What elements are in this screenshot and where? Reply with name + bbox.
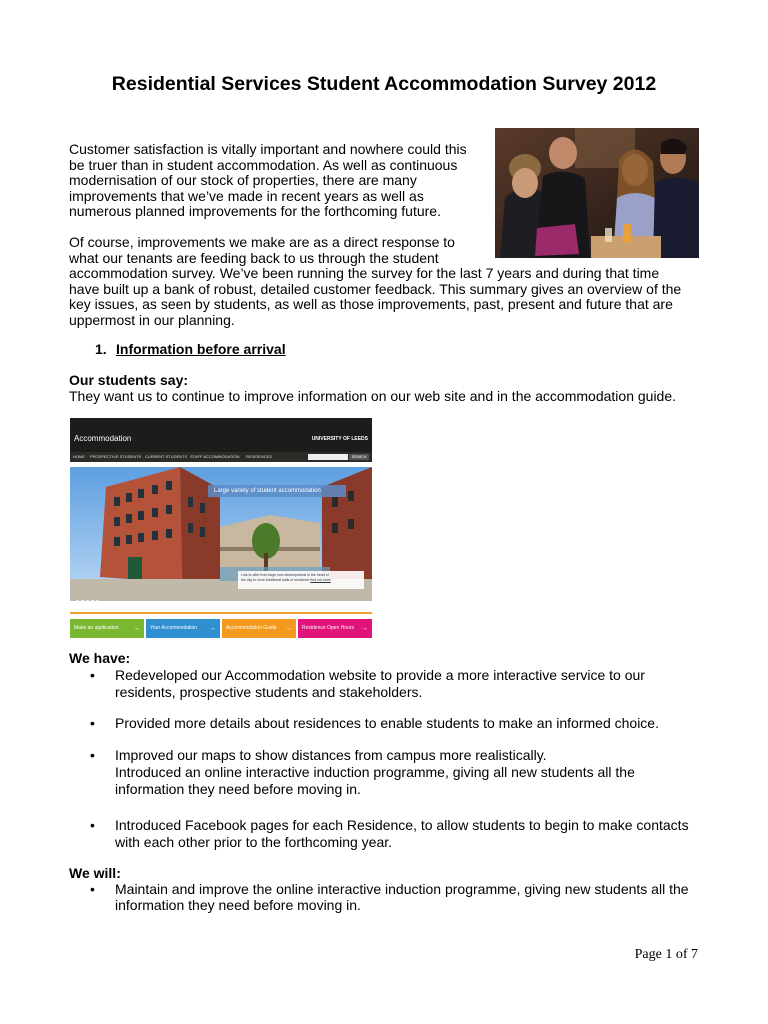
quick-link-application: Make an application →	[70, 619, 144, 638]
site-hero-image	[70, 467, 372, 601]
carousel-dot	[91, 600, 94, 601]
we-have-label: We have:	[69, 650, 131, 666]
section-heading-text: Information before arrival	[116, 341, 286, 357]
quick-link-open-hours: Residence Open Hours →	[298, 619, 372, 638]
bullet-icon: •	[90, 747, 95, 763]
text-line: numerous planned improvements for the forthcoming future.	[69, 203, 441, 219]
text-line: be truer than in student accommodation. As well as continuous	[69, 156, 458, 173]
list-item: • Improved our maps to show distances from campus more realistically. Introduced an online interactive induction programme, giving all new students all the information they need before moving in.	[90, 747, 635, 797]
students-say-label: Our students say:	[69, 372, 189, 388]
section-heading	[95, 341, 286, 357]
we-will-list	[69, 881, 689, 913]
site-nav-item: HOME	[73, 454, 85, 459]
bullet-icon: •	[90, 881, 95, 897]
list-item: • Introduced Facebook pages for each Residence, to allow students to begin to make contacts with each other prior to the forthcoming year.	[90, 817, 689, 850]
carousel-dots	[76, 590, 101, 601]
we-have-list	[69, 667, 689, 851]
list-item: • Redeveloped our Accommodation website to provide a more interactive service to our residents, prospective students and stakeholders.	[90, 667, 645, 700]
site-header	[70, 418, 372, 462]
carousel-dot	[96, 600, 99, 601]
site-search-box	[308, 454, 348, 460]
page-number: Page 1 of 7	[634, 947, 698, 962]
site-nav-item: CURRENT STUDENTS	[145, 454, 188, 459]
hero-note-line: the city to more traditional halls of residence find out more	[241, 578, 331, 582]
text-line: accommodation survey. We’ve been running the survey for the last 7 years and during that time	[69, 265, 660, 281]
university-logo-text: UNIVERSITY OF LEEDS	[311, 436, 368, 442]
students-say-text: They want us to continue to improve information on our web site and in the accommodation guide.	[69, 388, 677, 404]
quick-link-accommodation-guide: Accommodation Guide →	[222, 619, 296, 638]
text-line: have built up a bank of robust, detailed customer feedback. This summary gives an overview of the	[69, 280, 682, 297]
hero-caption: Large variety of student accommodation	[208, 485, 346, 497]
second-paragraph	[69, 235, 681, 328]
arrow-right-icon: →	[361, 625, 368, 632]
quick-link-your-accommodation: Your Accommodation →	[146, 619, 220, 638]
site-nav-item: PROSPECTIVE STUDENTS	[90, 454, 142, 459]
list-item: • Provided more details about residences to enable students to make an informed choice.	[90, 715, 659, 731]
text-line: uppermost in our planning.	[69, 311, 235, 328]
section-number: 1.	[95, 341, 107, 357]
site-nav-item: RESIDENCES	[246, 454, 273, 459]
page-title: Residential Services Student Accommodation Survey 2012	[111, 73, 657, 95]
site-quick-links	[70, 619, 372, 638]
site-title: Accommodation	[74, 434, 132, 443]
arrow-right-icon: →	[209, 625, 216, 632]
text-line: what our tenants are feeding back to us through the student	[69, 249, 439, 266]
arrow-right-icon: →	[285, 625, 292, 632]
carousel-dot	[76, 600, 79, 601]
carousel-dot	[81, 600, 84, 601]
text-line: Of course, improvements we make are as a direct response to	[69, 234, 455, 250]
list-item: • Maintain and improve the online interactive induction programme, giving new students all the information they need before moving in.	[90, 881, 689, 913]
bullet-icon: •	[90, 817, 95, 833]
bullet-icon: •	[90, 667, 95, 683]
intro-paragraph	[69, 142, 467, 220]
text-line: modernisation of our stock of properties, there are many	[69, 172, 417, 188]
website-screenshot	[70, 418, 372, 638]
bullet-icon: •	[90, 715, 95, 731]
arrow-right-icon: →	[133, 625, 140, 632]
we-will-label: We will:	[69, 865, 121, 881]
site-nav-item: STAFF ACCOMMODATION	[190, 454, 240, 459]
text-line: key issues, as seen by students, as well as those improvements, past, present and future that are	[69, 296, 673, 312]
text-line: improvements that we’ve made in recent years as well as	[69, 187, 424, 204]
site-divider	[70, 612, 372, 614]
site-search-button: SEARCH	[349, 454, 369, 460]
find-out-more-link: find out more	[310, 578, 331, 582]
text-line: Customer satisfaction is vitally important and nowhere could this	[69, 141, 467, 157]
hero-note	[238, 571, 364, 589]
hero-note-line: Lots to offer from large new developments in the heart of	[241, 573, 329, 577]
carousel-dot	[86, 600, 89, 601]
